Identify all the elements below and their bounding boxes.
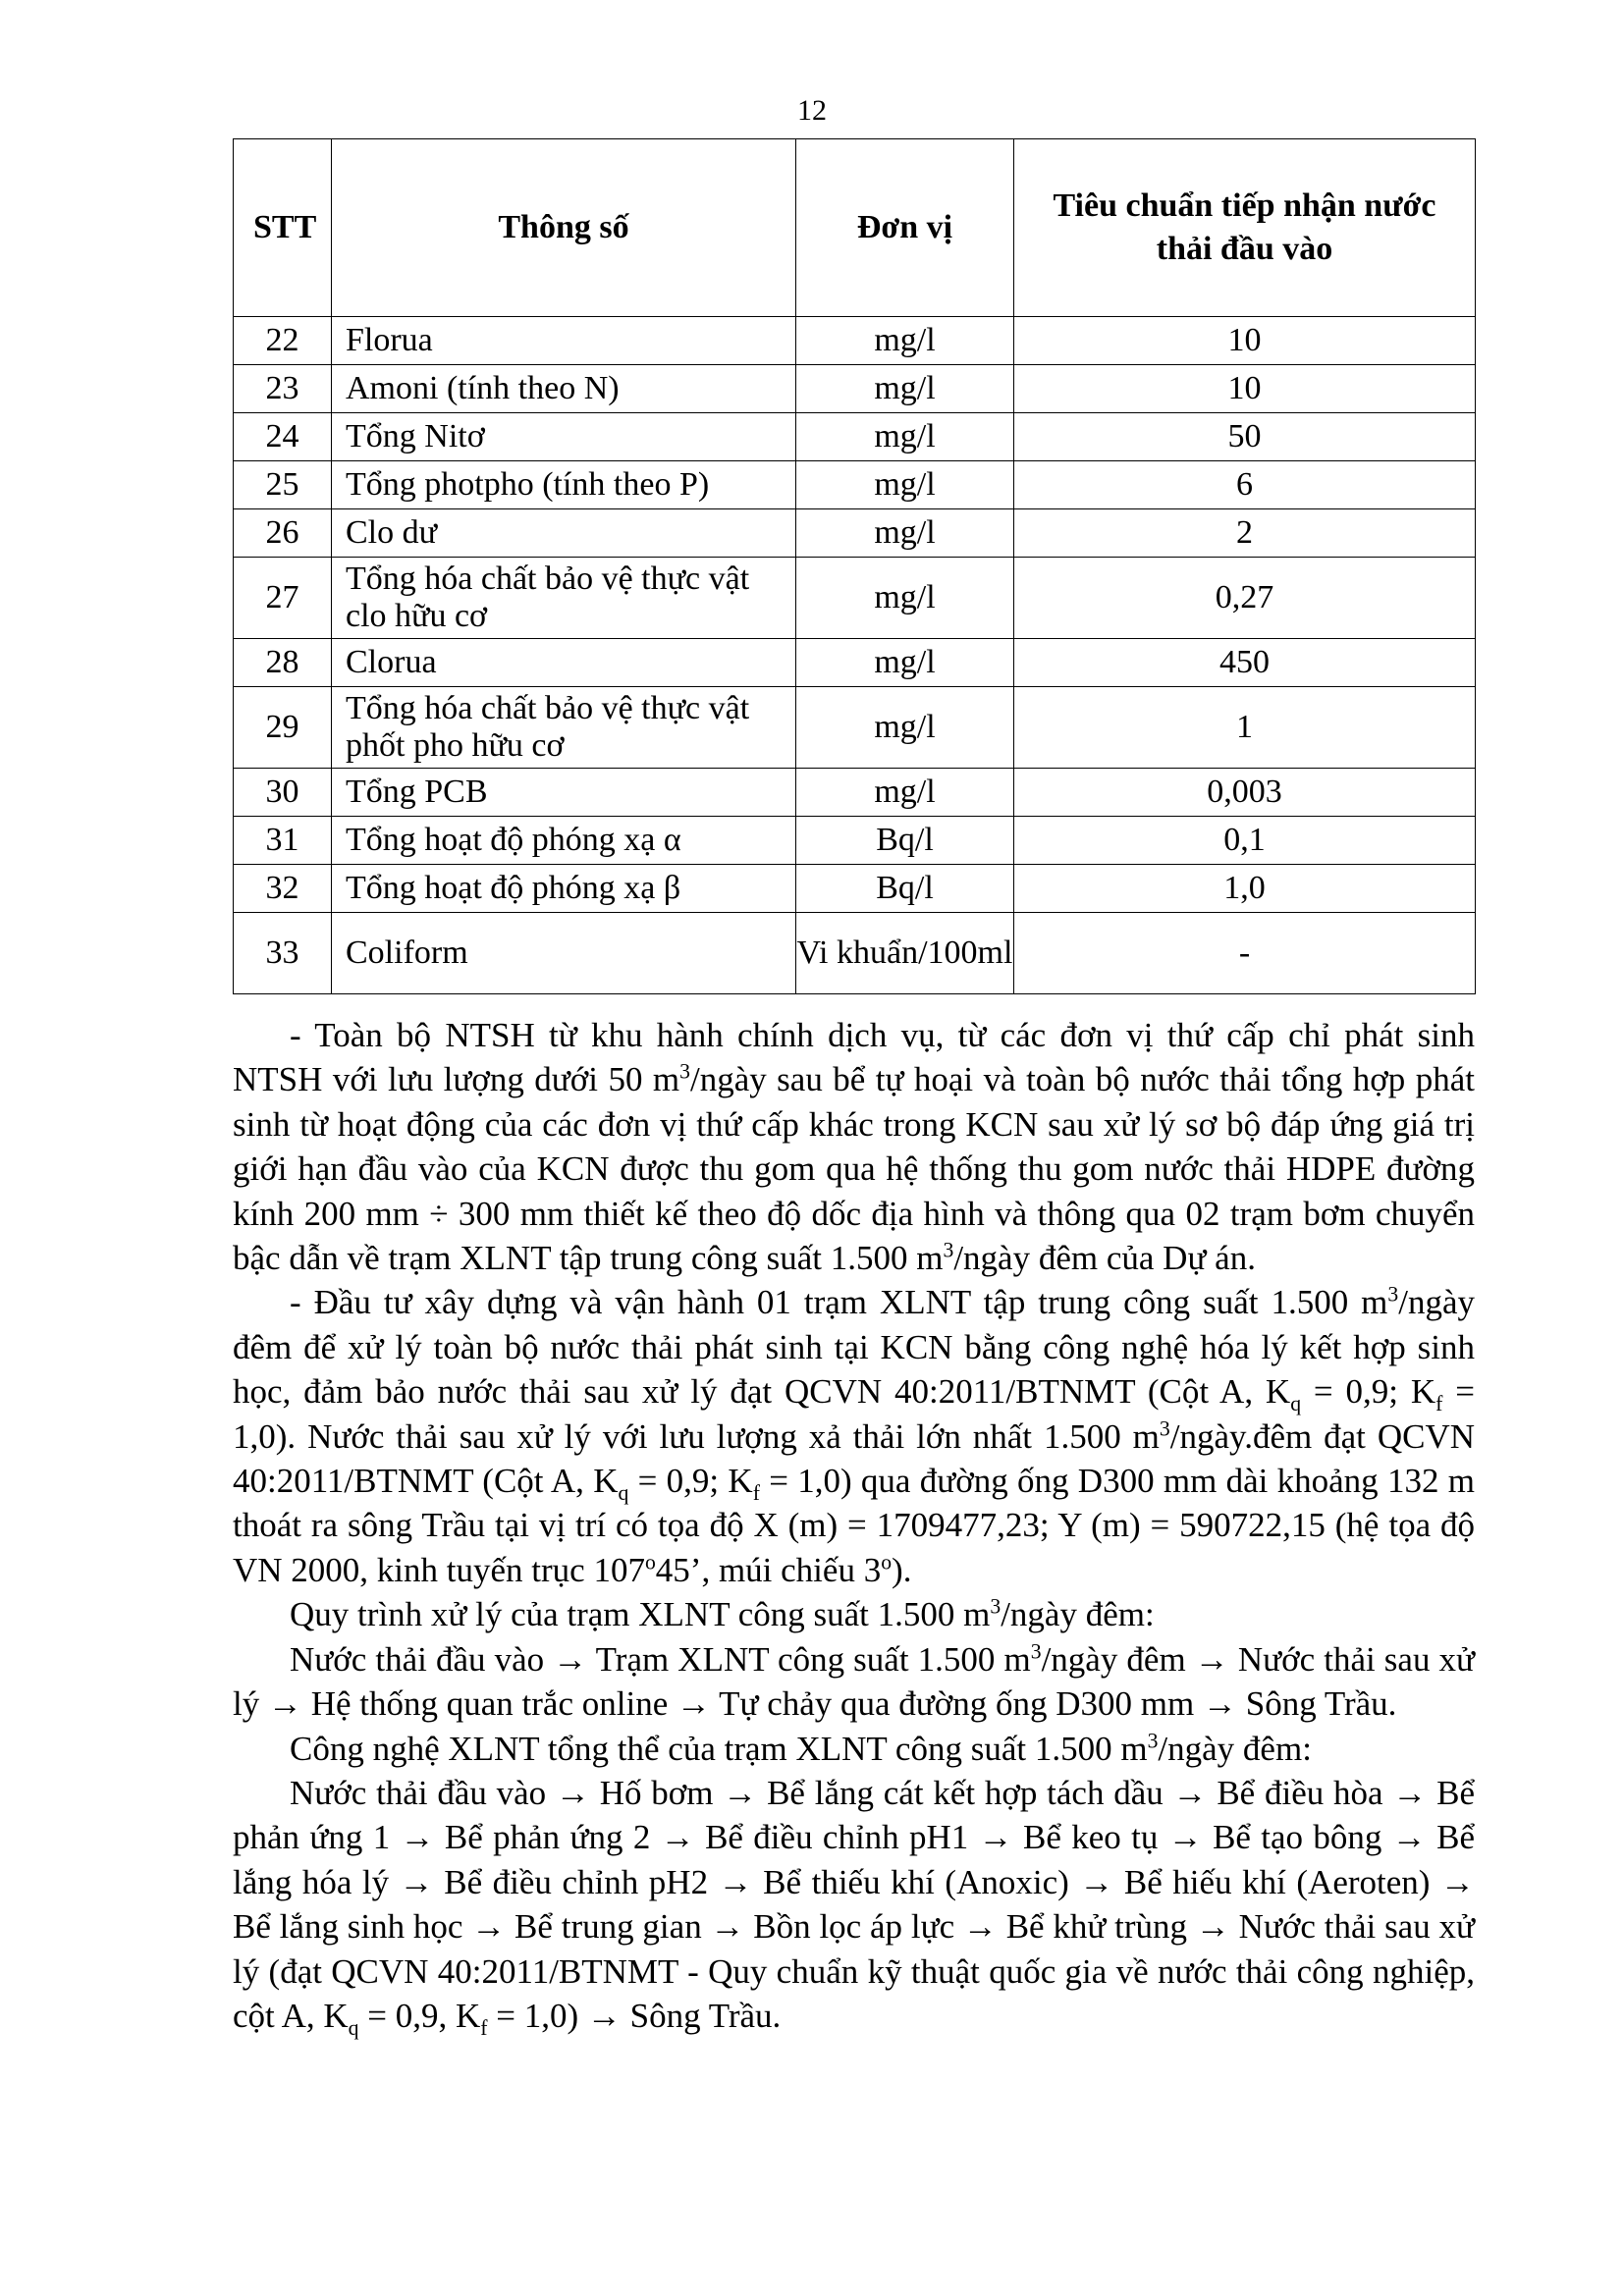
text-run: = 1,0) → Sông Trầu. bbox=[487, 1996, 782, 2035]
superscript: o bbox=[881, 1550, 893, 1575]
cell-parameter: Clo dư bbox=[332, 509, 796, 558]
table-row bbox=[234, 687, 1476, 769]
cell-parameter: Tổng Nitơ bbox=[332, 413, 796, 461]
cell-stt: 25 bbox=[234, 461, 332, 509]
table-row bbox=[234, 317, 1476, 365]
superscript: 3 bbox=[1387, 1282, 1399, 1307]
paragraph-technology-heading bbox=[233, 1727, 1475, 1771]
superscript: 3 bbox=[1147, 1728, 1159, 1752]
superscript: 3 bbox=[990, 1594, 1001, 1619]
cell-unit: mg/l bbox=[796, 639, 1014, 687]
superscript: 3 bbox=[1159, 1416, 1170, 1440]
cell-unit: mg/l bbox=[796, 687, 1014, 769]
subscript: f bbox=[480, 2015, 488, 2040]
table-row bbox=[234, 639, 1476, 687]
text-run: Công nghệ XLNT tổng thể của trạm XLNT công suất 1.500 m bbox=[290, 1729, 1148, 1768]
cell-value: 0,1 bbox=[1014, 817, 1476, 865]
cell-parameter: Tổng PCB bbox=[332, 769, 796, 817]
cell-unit: Vi khuẩn/100ml bbox=[796, 913, 1014, 994]
cell-unit: mg/l bbox=[796, 413, 1014, 461]
cell-value: 50 bbox=[1014, 413, 1476, 461]
cell-value: 1,0 bbox=[1014, 865, 1476, 913]
cell-value: 10 bbox=[1014, 365, 1476, 413]
text-run: ). bbox=[892, 1550, 912, 1589]
cell-stt: 33 bbox=[234, 913, 332, 994]
paragraph-treatment-station bbox=[233, 1280, 1475, 1592]
header-parameter: Thông số bbox=[332, 139, 796, 317]
cell-parameter: Clorua bbox=[332, 639, 796, 687]
table-row bbox=[234, 365, 1476, 413]
cell-stt: 24 bbox=[234, 413, 332, 461]
table-row bbox=[234, 558, 1476, 639]
cell-value: 1 bbox=[1014, 687, 1476, 769]
cell-unit: mg/l bbox=[796, 558, 1014, 639]
text-run: - Đầu tư xây dựng và vận hành 01 trạm XLNT tập trung công suất 1.500 m bbox=[290, 1283, 1388, 1322]
cell-unit: mg/l bbox=[796, 317, 1014, 365]
cell-stt: 32 bbox=[234, 865, 332, 913]
cell-stt: 30 bbox=[234, 769, 332, 817]
text-run: /ngày sau bể tự hoại và toàn bộ nước thải tổng hợp phát sinh từ hoạt động của các đơn vị thứ cấp khác trong KCN sau xử lý sơ bộ đáp ứng giá trị giới hạn đầu vào của KCN được thu gom qua hệ thống thu gom nước thải HDPE đường kính 200 mm ÷ 300 mm thiết kế theo độ dốc địa hình và thông qua 02 trạm bơm chuyển bậc dẫn về trạm XLNT tập trung công suất 1.500 m bbox=[233, 1060, 1475, 1278]
table-header-row bbox=[234, 139, 1476, 317]
text-run: - Toàn bộ NTSH từ khu hành chính dịch vụ, từ các đơn vị thứ cấp chỉ phát sinh NTSH với lưu lượng dưới 50 m bbox=[233, 1016, 1475, 1099]
cell-parameter: Tổng hóa chất bảo vệ thực vật phốt pho hữu cơ bbox=[332, 687, 796, 769]
text-run: = 0,9; K bbox=[628, 1462, 753, 1501]
subscript: q bbox=[1290, 1392, 1302, 1416]
table-row bbox=[234, 865, 1476, 913]
cell-parameter: Tổng hoạt độ phóng xạ α bbox=[332, 817, 796, 865]
cell-parameter: Tổng hóa chất bảo vệ thực vật clo hữu cơ bbox=[332, 558, 796, 639]
superscript: o bbox=[644, 1550, 656, 1575]
text-run: /ngày đêm → Nước thải sau xử lý → Hệ thống quan trắc online → Tự chảy qua đường ống D300 mm → Sông Trầu. bbox=[233, 1639, 1475, 1724]
superscript: 3 bbox=[943, 1238, 954, 1262]
cell-parameter: Tổng photpho (tính theo P) bbox=[332, 461, 796, 509]
text-run: Nước thải đầu vào → Hố bơm → Bể lắng cát kết hợp tách dầu → Bể điều hòa → Bể phản ứng 1 → Bể phản ứng 2 → Bể điều chỉnh pH1 → Bể keo tụ → Bể tạo bông → Bể lắng hóa lý → Bể điều chỉnh pH2 → Bể thiếu khí (Anoxic) → Bể hiếu khí (Aeroten) → Bể lắng sinh học → Bể trung gian → Bồn lọc áp lực → Bể khử trùng → Nước thải sau xử lý (đạt QCVN 40:2011/BTNMT - Quy chuẩn kỹ thuật quốc gia về nước thải công nghiệp, cột A, K bbox=[233, 1773, 1475, 2035]
cell-parameter: Coliform bbox=[332, 913, 796, 994]
body-text bbox=[233, 1013, 1475, 2038]
cell-stt: 29 bbox=[234, 687, 332, 769]
superscript: 3 bbox=[1030, 1639, 1042, 1664]
cell-value: 0,003 bbox=[1014, 769, 1476, 817]
text-run: = 1,0) qua đường ống D300 mm dài khoảng 132 m thoát ra sông Trầu tại vị trí có tọa độ X (m) = 1709477,23; Y (m) = 590722,15 (hệ tọa độ VN 2000, kinh tuyến trục 107 bbox=[233, 1462, 1475, 1589]
subscript: f bbox=[1435, 1392, 1443, 1416]
cell-stt: 26 bbox=[234, 509, 332, 558]
header-unit: Đơn vị bbox=[796, 139, 1014, 317]
cell-value: 6 bbox=[1014, 461, 1476, 509]
subscript: q bbox=[618, 1481, 629, 1506]
paragraph-wastewater-collection bbox=[233, 1013, 1475, 1280]
subscript: f bbox=[752, 1481, 760, 1506]
table-row bbox=[234, 817, 1476, 865]
paragraph-process-heading bbox=[233, 1592, 1475, 1636]
cell-stt: 31 bbox=[234, 817, 332, 865]
superscript: 3 bbox=[679, 1059, 690, 1084]
table-row bbox=[234, 913, 1476, 994]
cell-value: 450 bbox=[1014, 639, 1476, 687]
cell-value: 2 bbox=[1014, 509, 1476, 558]
text-run: = 1,0). Nước thải sau xử lý với lưu lượng xả thải lớn nhất 1.500 m bbox=[233, 1372, 1475, 1456]
cell-stt: 23 bbox=[234, 365, 332, 413]
text-run: /ngày đêm: bbox=[1001, 1595, 1155, 1634]
paragraph-technology-flow bbox=[233, 1771, 1475, 2038]
cell-value: 10 bbox=[1014, 317, 1476, 365]
cell-parameter: Amoni (tính theo N) bbox=[332, 365, 796, 413]
cell-unit: mg/l bbox=[796, 769, 1014, 817]
header-stt: STT bbox=[234, 139, 332, 317]
cell-unit: mg/l bbox=[796, 365, 1014, 413]
text-run: = 0,9; K bbox=[1301, 1372, 1436, 1412]
cell-parameter: Tổng hoạt độ phóng xạ β bbox=[332, 865, 796, 913]
cell-value: 0,27 bbox=[1014, 558, 1476, 639]
cell-unit: mg/l bbox=[796, 461, 1014, 509]
header-standard: Tiêu chuẩn tiếp nhận nước thải đầu vào bbox=[1014, 139, 1476, 317]
water-standard-table bbox=[233, 138, 1476, 994]
cell-stt: 27 bbox=[234, 558, 332, 639]
cell-stt: 28 bbox=[234, 639, 332, 687]
paragraph-process-flow bbox=[233, 1637, 1475, 1727]
text-run: /ngày đêm để xử lý toàn bộ nước thải phát sinh tại KCN bằng công nghệ hóa lý kết hợp sinh học, đảm bảo nước thải sau xử lý đạt QCVN 40:2011/BTNMT (Cột A, K bbox=[233, 1283, 1475, 1412]
text-run: 45’, múi chiếu 3 bbox=[655, 1550, 882, 1589]
text-run: = 0,9, K bbox=[358, 1996, 481, 2035]
text-run: /ngày đêm: bbox=[1158, 1729, 1312, 1768]
text-run: /ngày đêm của Dự án. bbox=[953, 1239, 1256, 1278]
text-run: Quy trình xử lý của trạm XLNT công suất 1.500 m bbox=[290, 1595, 991, 1634]
text-run: /ngày.đêm đạt QCVN 40:2011/BTNMT (Cột A, K bbox=[233, 1416, 1475, 1501]
table-row bbox=[234, 769, 1476, 817]
cell-unit: Bq/l bbox=[796, 865, 1014, 913]
cell-value: - bbox=[1014, 913, 1476, 994]
cell-parameter: Florua bbox=[332, 317, 796, 365]
text-run: Nước thải đầu vào → Trạm XLNT công suất 1.500 m bbox=[290, 1639, 1031, 1679]
table-row bbox=[234, 461, 1476, 509]
subscript: q bbox=[348, 2015, 359, 2040]
table-row bbox=[234, 509, 1476, 558]
cell-unit: mg/l bbox=[796, 509, 1014, 558]
page-number: 12 bbox=[797, 94, 827, 127]
table-row bbox=[234, 413, 1476, 461]
cell-stt: 22 bbox=[234, 317, 332, 365]
cell-unit: Bq/l bbox=[796, 817, 1014, 865]
